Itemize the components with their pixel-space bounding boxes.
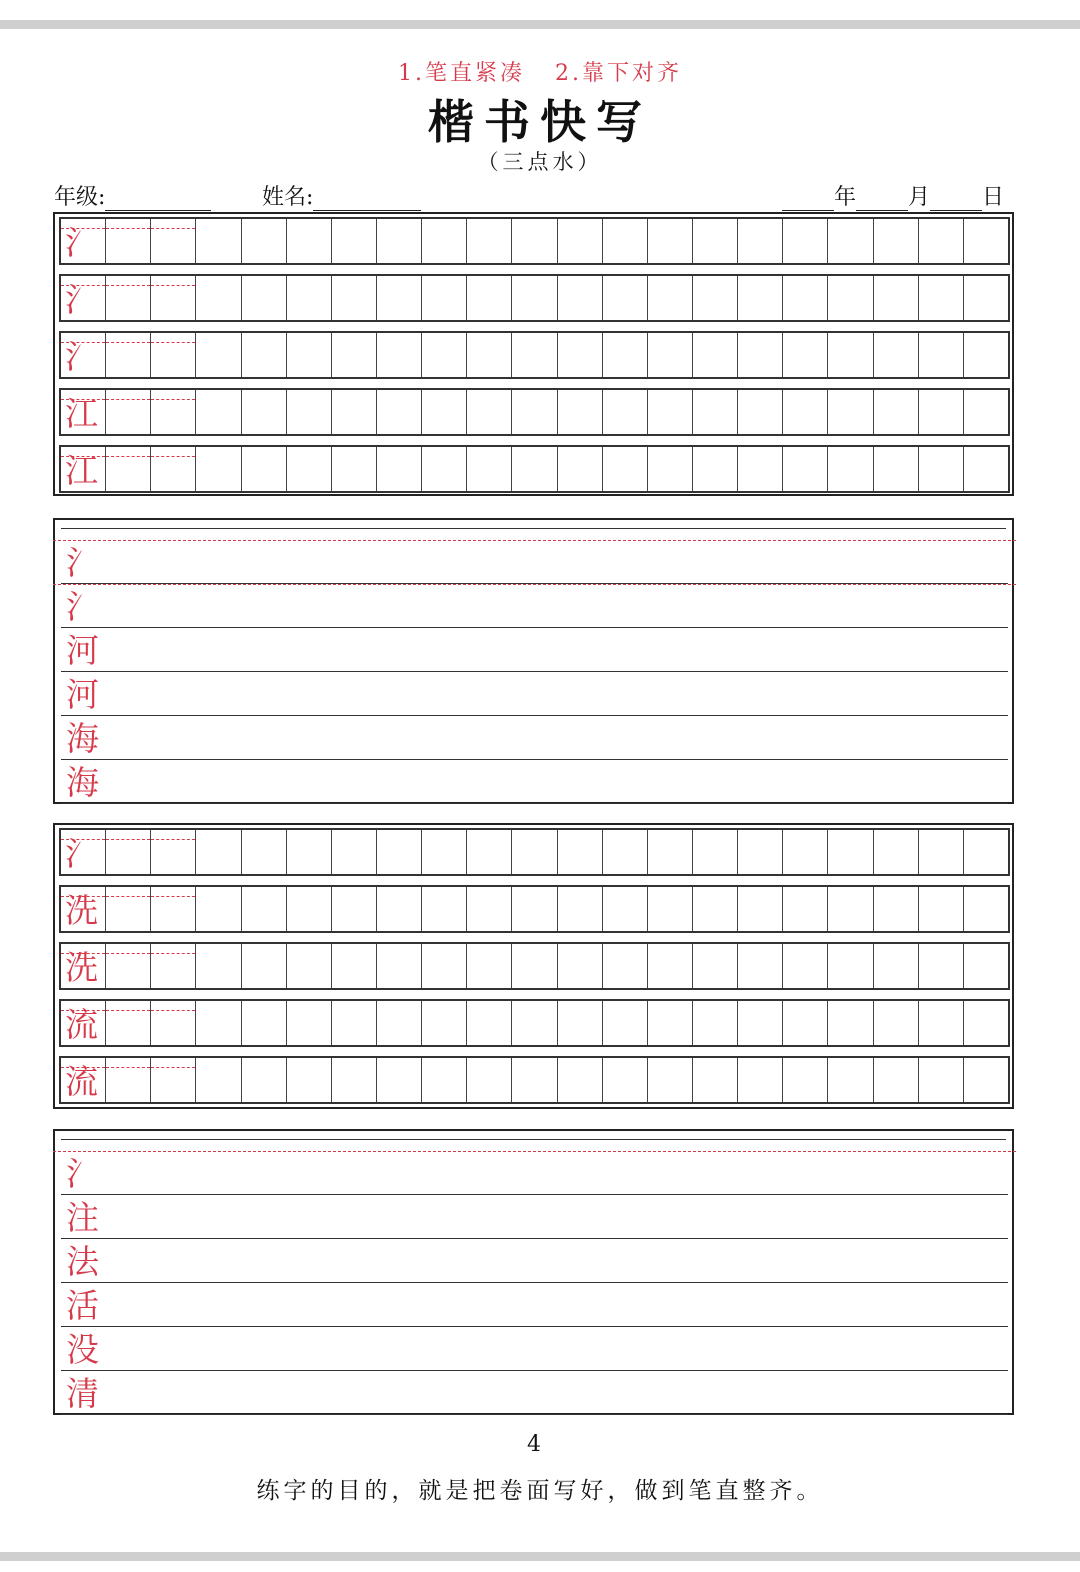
grid-row [59,217,1010,265]
practice-cell[interactable] [512,447,557,491]
day-label: 日 [982,185,1005,210]
practice-cell[interactable] [287,447,332,491]
practice-cell[interactable] [467,1058,512,1102]
grid-row [59,445,1010,493]
practice-cell[interactable] [693,276,738,320]
model-character: 洗 [65,948,98,987]
grid-row [59,331,1010,379]
practice-cell[interactable] [242,276,287,320]
year-label: 年 [834,185,857,210]
writing-line[interactable] [57,716,1012,760]
practice-cell[interactable] [467,944,512,988]
practice-cell[interactable] [512,1001,557,1045]
practice-cell[interactable] [106,1001,151,1045]
model-cell [61,1001,106,1045]
practice-cell[interactable] [242,944,287,988]
grid-row [59,1056,1010,1104]
practice-cell[interactable] [196,276,241,320]
model-character: 清 [66,1374,99,1413]
practice-cell[interactable] [648,447,693,491]
practice-cell[interactable] [287,1058,332,1102]
practice-cell[interactable] [422,390,467,434]
practice-cell[interactable] [783,944,828,988]
practice-cell[interactable] [467,276,512,320]
practice-cell[interactable] [558,1058,603,1102]
writing-line[interactable] [57,672,1012,716]
practice-cell[interactable] [512,1058,557,1102]
practice-cell[interactable] [964,1058,1008,1102]
practice-cell[interactable] [738,276,783,320]
practice-cell[interactable] [828,333,873,377]
practice-cell[interactable] [151,1058,196,1102]
name-field[interactable] [262,180,421,211]
practice-cell[interactable] [964,333,1008,377]
practice-cell[interactable] [783,219,828,263]
page-bottom-edge [0,1552,1080,1561]
grid-row [59,828,1010,876]
practice-cell[interactable] [828,887,873,931]
page-subtitle: （三点水） [477,150,603,174]
practice-cell[interactable] [377,276,422,320]
practice-cell[interactable] [874,944,919,988]
practice-cell[interactable] [422,276,467,320]
practice-cell[interactable] [106,390,151,434]
practice-cell[interactable] [874,830,919,874]
practice-cell[interactable] [603,390,648,434]
practice-cell[interactable] [422,830,467,874]
practice-cell[interactable] [738,887,783,931]
practice-cell[interactable] [648,276,693,320]
practice-cell[interactable] [693,830,738,874]
practice-cell[interactable] [151,390,196,434]
practice-cell[interactable] [287,390,332,434]
practice-cell[interactable] [242,390,287,434]
writing-line[interactable] [57,584,1012,628]
line-practice-panel [53,1129,1014,1415]
practice-rules: 1.笔直紧凑 2.靠下对齐 [398,61,682,86]
model-character: 海 [66,719,99,758]
grade-blank[interactable] [105,186,211,211]
model-character: 活 [66,1286,99,1325]
practice-cell[interactable] [874,887,919,931]
model-cell [61,333,106,377]
practice-cell[interactable] [648,944,693,988]
practice-cell[interactable] [648,390,693,434]
model-character: 没 [66,1330,99,1369]
practice-cell[interactable] [693,390,738,434]
practice-cell[interactable] [106,830,151,874]
footer-motto: 练字的目的，就是把卷面写好，做到笔直整齐。 [256,1478,824,1504]
grid-row [59,942,1010,990]
practice-cell[interactable] [693,1058,738,1102]
practice-cell[interactable] [919,1001,964,1045]
practice-cell[interactable] [151,276,196,320]
practice-cell[interactable] [106,333,151,377]
practice-cell[interactable] [512,830,557,874]
practice-cell[interactable] [377,1058,422,1102]
practice-cell[interactable] [738,219,783,263]
model-cell [61,390,106,434]
practice-cell[interactable] [648,219,693,263]
practice-cell[interactable] [693,944,738,988]
name-label: 姓名: [262,185,314,210]
practice-cell[interactable] [196,887,241,931]
practice-cell[interactable] [512,276,557,320]
practice-cell[interactable] [332,830,377,874]
practice-cell[interactable] [783,887,828,931]
practice-cell[interactable] [738,333,783,377]
grid-practice-panel [53,212,1014,496]
practice-cell[interactable] [422,447,467,491]
writing-line[interactable] [57,1151,1012,1195]
practice-cell[interactable] [738,830,783,874]
practice-cell[interactable] [558,333,603,377]
practice-cell[interactable] [151,887,196,931]
practice-cell[interactable] [964,390,1008,434]
practice-cell[interactable] [242,333,287,377]
practice-cell[interactable] [783,333,828,377]
model-character: 江 [65,451,98,490]
practice-cell[interactable] [919,447,964,491]
model-character: 河 [66,631,99,670]
practice-cell[interactable] [377,1001,422,1045]
practice-cell[interactable] [828,447,873,491]
practice-cell[interactable] [874,276,919,320]
grade-field[interactable] [54,180,211,211]
practice-cell[interactable] [377,887,422,931]
practice-cell[interactable] [512,944,557,988]
practice-cell[interactable] [106,944,151,988]
practice-cell[interactable] [377,447,422,491]
practice-cell[interactable] [196,1058,241,1102]
practice-cell[interactable] [242,1058,287,1102]
practice-cell[interactable] [332,447,377,491]
date-field[interactable] [782,180,1004,211]
practice-cell[interactable] [738,1058,783,1102]
practice-cell[interactable] [828,390,873,434]
practice-cell[interactable] [648,333,693,377]
practice-cell[interactable] [287,333,332,377]
model-character: 氵 [65,223,98,262]
writing-line[interactable] [57,1239,1012,1283]
practice-cell[interactable] [783,447,828,491]
practice-cell[interactable] [738,1001,783,1045]
practice-cell[interactable] [287,944,332,988]
top-rule [61,528,1006,529]
practice-cell[interactable] [874,447,919,491]
practice-cell[interactable] [603,830,648,874]
practice-cell[interactable] [106,1058,151,1102]
practice-cell[interactable] [693,1001,738,1045]
practice-cell[interactable] [603,1058,648,1102]
practice-cell[interactable] [828,830,873,874]
practice-cell[interactable] [377,830,422,874]
practice-cell[interactable] [603,1001,648,1045]
practice-cell[interactable] [919,276,964,320]
practice-cell[interactable] [603,276,648,320]
model-character: 江 [65,394,98,433]
practice-cell[interactable] [783,390,828,434]
practice-cell[interactable] [467,447,512,491]
model-character: 流 [65,1062,98,1101]
model-character: 海 [66,763,99,802]
practice-cell[interactable] [242,887,287,931]
practice-cell[interactable] [196,219,241,263]
practice-cell[interactable] [332,219,377,263]
practice-cell[interactable] [783,276,828,320]
writing-line[interactable] [57,1327,1012,1371]
practice-cell[interactable] [693,447,738,491]
practice-cell[interactable] [467,390,512,434]
practice-cell[interactable] [874,1001,919,1045]
name-blank[interactable] [313,186,421,211]
practice-cell[interactable] [332,887,377,931]
practice-cell[interactable] [874,333,919,377]
practice-cell[interactable] [964,830,1008,874]
practice-cell[interactable] [242,830,287,874]
model-character: 河 [66,675,99,714]
practice-cell[interactable] [874,390,919,434]
page-top-edge [0,20,1080,29]
practice-cell[interactable] [919,333,964,377]
practice-cell[interactable] [603,887,648,931]
practice-cell[interactable] [783,1001,828,1045]
practice-cell[interactable] [332,276,377,320]
practice-cell[interactable] [783,1058,828,1102]
practice-cell[interactable] [603,447,648,491]
model-cell [61,276,106,320]
model-character: 氵 [65,280,98,319]
practice-cell[interactable] [828,276,873,320]
practice-cell[interactable] [738,390,783,434]
practice-cell[interactable] [422,219,467,263]
practice-cell[interactable] [964,1001,1008,1045]
practice-cell[interactable] [919,1058,964,1102]
practice-cell[interactable] [287,276,332,320]
baseline-rule [61,1414,1008,1415]
practice-cell[interactable] [919,830,964,874]
grid-row [59,885,1010,933]
practice-cell[interactable] [196,1001,241,1045]
model-cell [61,830,106,874]
year-blank[interactable] [782,186,834,211]
practice-cell[interactable] [738,447,783,491]
practice-cell[interactable] [377,390,422,434]
practice-cell[interactable] [874,1058,919,1102]
practice-cell[interactable] [242,1001,287,1045]
model-cell [61,219,106,263]
writing-line[interactable] [57,1371,1012,1415]
practice-cell[interactable] [603,944,648,988]
practice-cell[interactable] [422,1058,467,1102]
practice-cell[interactable] [512,390,557,434]
practice-cell[interactable] [919,219,964,263]
practice-cell[interactable] [648,1058,693,1102]
practice-cell[interactable] [332,333,377,377]
practice-cell[interactable] [106,887,151,931]
practice-cell[interactable] [512,219,557,263]
practice-cell[interactable] [196,390,241,434]
practice-cell[interactable] [196,944,241,988]
practice-cell[interactable] [422,944,467,988]
baseline-rule [61,803,1008,804]
grid-row [59,388,1010,436]
practice-cell[interactable] [242,447,287,491]
practice-cell[interactable] [693,219,738,263]
practice-cell[interactable] [467,333,512,377]
model-character: 氵 [66,587,99,626]
practice-cell[interactable] [467,219,512,263]
practice-cell[interactable] [332,944,377,988]
model-cell [61,1058,106,1102]
practice-cell[interactable] [603,333,648,377]
practice-cell[interactable] [558,390,603,434]
practice-cell[interactable] [422,333,467,377]
practice-cell[interactable] [467,830,512,874]
practice-cell[interactable] [332,1058,377,1102]
practice-cell[interactable] [151,219,196,263]
practice-cell[interactable] [874,219,919,263]
practice-cell[interactable] [738,944,783,988]
practice-cell[interactable] [828,1058,873,1102]
model-cell [61,447,106,491]
practice-cell[interactable] [287,830,332,874]
practice-cell[interactable] [377,219,422,263]
practice-cell[interactable] [151,333,196,377]
practice-cell[interactable] [828,944,873,988]
practice-cell[interactable] [919,390,964,434]
practice-cell[interactable] [377,944,422,988]
practice-cell[interactable] [964,276,1008,320]
model-character: 洗 [65,891,98,930]
practice-cell[interactable] [964,447,1008,491]
practice-cell[interactable] [196,333,241,377]
practice-cell[interactable] [377,333,422,377]
practice-cell[interactable] [196,830,241,874]
writing-line[interactable] [57,1283,1012,1327]
model-cell [61,944,106,988]
practice-cell[interactable] [196,447,241,491]
practice-cell[interactable] [287,887,332,931]
practice-cell[interactable] [648,887,693,931]
grid-practice-panel [53,823,1014,1109]
practice-cell[interactable] [151,1001,196,1045]
model-character: 氵 [65,834,98,873]
practice-cell[interactable] [558,944,603,988]
practice-cell[interactable] [242,219,287,263]
grid-row [59,274,1010,322]
practice-cell[interactable] [558,1001,603,1045]
writing-line[interactable] [57,540,1012,584]
model-character: 氵 [65,337,98,376]
practice-cell[interactable] [919,944,964,988]
grade-label: 年级: [54,185,106,210]
model-cell [61,887,106,931]
practice-cell[interactable] [693,333,738,377]
line-practice-panel [53,518,1014,804]
writing-line[interactable] [57,760,1012,804]
practice-cell[interactable] [151,830,196,874]
practice-cell[interactable] [467,1001,512,1045]
model-character: 注 [66,1198,99,1237]
practice-cell[interactable] [558,830,603,874]
practice-cell[interactable] [558,276,603,320]
practice-cell[interactable] [467,887,512,931]
practice-cell[interactable] [332,390,377,434]
practice-cell[interactable] [828,1001,873,1045]
practice-cell[interactable] [558,219,603,263]
model-character: 氵 [66,1154,99,1193]
practice-cell[interactable] [332,1001,377,1045]
practice-cell[interactable] [648,830,693,874]
month-blank[interactable] [856,186,908,211]
practice-cell[interactable] [287,1001,332,1045]
practice-cell[interactable] [512,887,557,931]
practice-cell[interactable] [512,333,557,377]
practice-cell[interactable] [106,219,151,263]
writing-line[interactable] [57,1195,1012,1239]
practice-cell[interactable] [422,1001,467,1045]
month-label: 月 [908,185,931,210]
practice-cell[interactable] [151,944,196,988]
grid-row [59,999,1010,1047]
practice-cell[interactable] [964,944,1008,988]
practice-cell[interactable] [106,447,151,491]
practice-cell[interactable] [603,219,648,263]
practice-cell[interactable] [964,219,1008,263]
practice-cell[interactable] [558,887,603,931]
practice-cell[interactable] [648,1001,693,1045]
practice-cell[interactable] [106,276,151,320]
practice-cell[interactable] [964,887,1008,931]
practice-cell[interactable] [828,219,873,263]
practice-cell[interactable] [151,447,196,491]
practice-cell[interactable] [558,447,603,491]
practice-cell[interactable] [422,887,467,931]
model-character: 氵 [66,543,99,582]
practice-cell[interactable] [693,887,738,931]
page-title: 楷书快写 [428,95,652,149]
top-rule [61,1139,1006,1140]
model-character: 流 [65,1005,98,1044]
model-character: 法 [66,1242,99,1281]
practice-cell[interactable] [783,830,828,874]
day-blank[interactable] [930,186,982,211]
page-number: 4 [527,1432,541,1457]
writing-line[interactable] [57,628,1012,672]
practice-cell[interactable] [287,219,332,263]
practice-cell[interactable] [919,887,964,931]
